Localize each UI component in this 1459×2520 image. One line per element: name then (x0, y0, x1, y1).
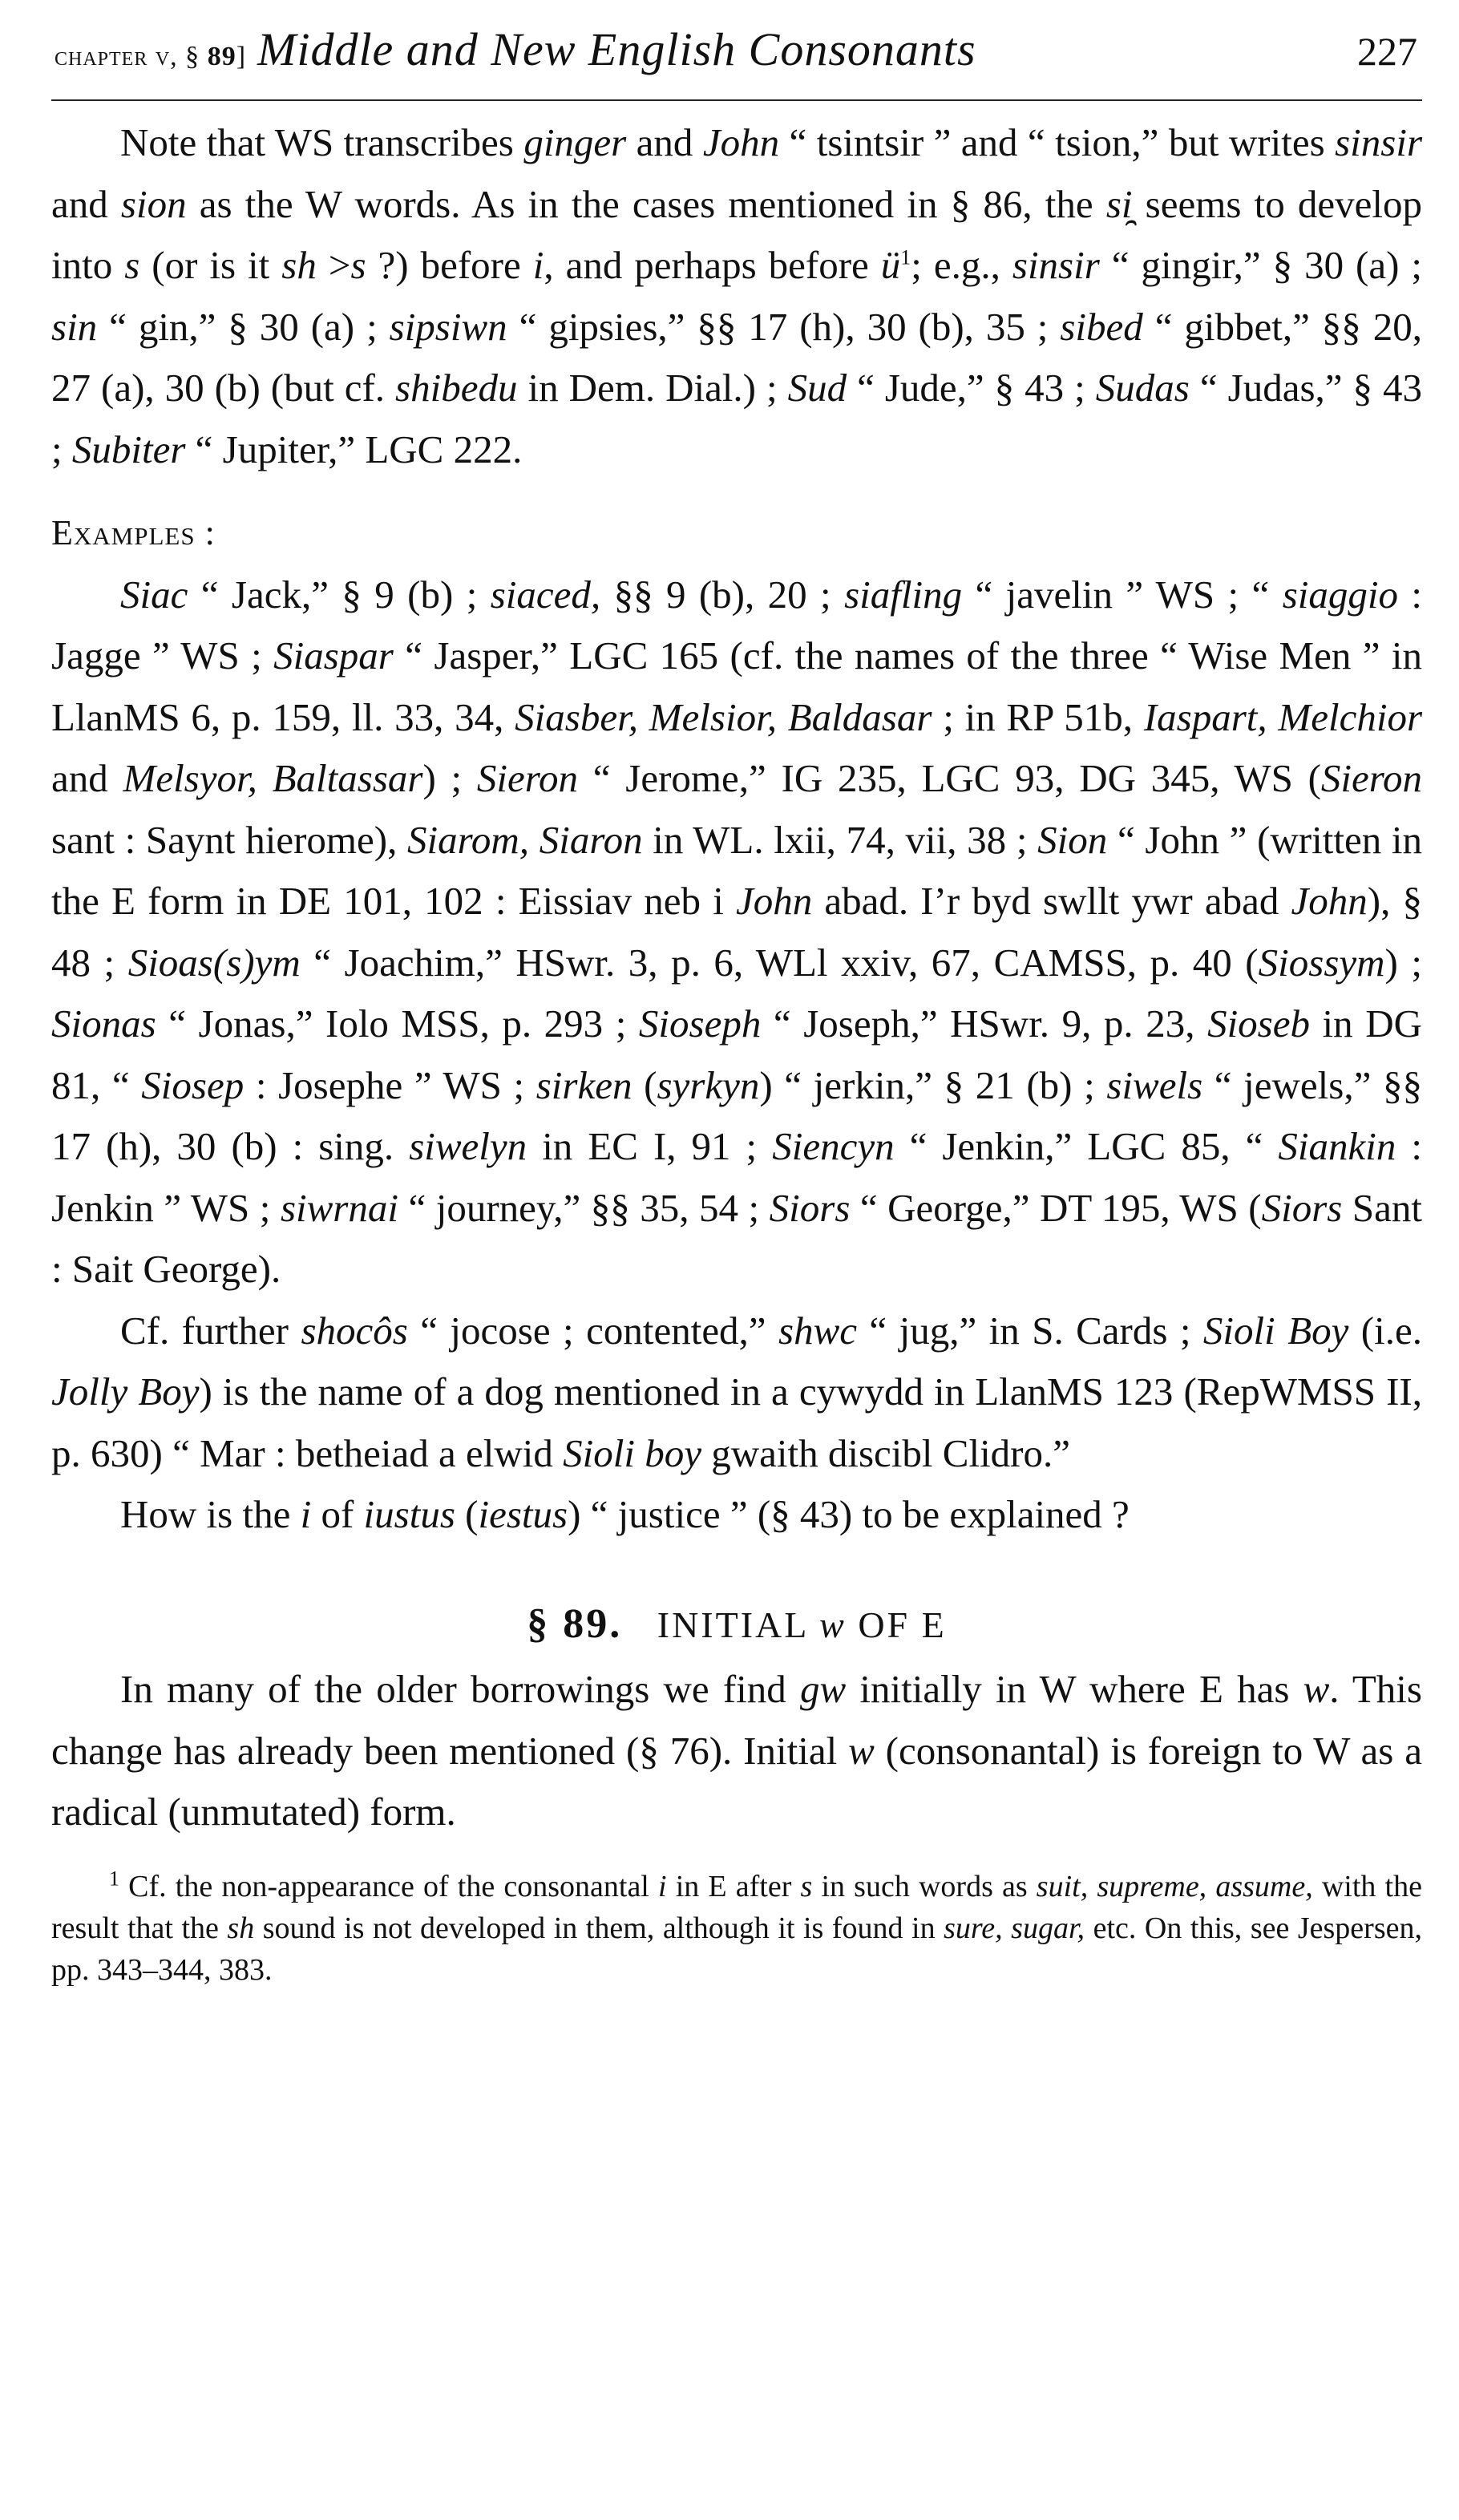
paragraph-question: How is the i of iustus (iestus) “ justice ” (§ 43) to be explained ? (120, 1492, 1130, 1536)
examples-heading: Examples : (51, 513, 216, 552)
page-number: 227 (1357, 29, 1417, 74)
footnote-mark: 1 (109, 1866, 119, 1890)
header-bracket: ] (236, 42, 247, 71)
section-number: § 89. (527, 1600, 623, 1647)
section-heading: § 89. INITIAL w OF E (527, 1600, 947, 1647)
running-header (51, 22, 1422, 82)
paragraph-initial-w: In many of the older borrowings we find gw initially in W where E has w. This change has already been mentioned (§ 76). Initial w (consonantal) is foreign to W as a radical (unmutated) form. (51, 1667, 1423, 1834)
main-text (51, 112, 1422, 1843)
chapter-ref (55, 42, 246, 72)
book-page (51, 22, 1422, 1991)
header-section-number: 89 (207, 42, 236, 71)
chapter-label: chapter v, § (55, 42, 200, 71)
running-title: Middle and New English Consonants (257, 23, 976, 75)
header-rule (51, 99, 1422, 101)
footnote: $^1$ Cf. the non-appearance of the consonantal i in E after s in such words as suit, supreme, assume, with the result that the sh sound is not developed in them, although it is found in sure, sugar, etc. On this, see Jespersen, pp. 343–344, 383. (51, 1866, 1422, 1987)
footnote-reference: 1 (900, 245, 911, 269)
paragraph-examples: Siac “ Jack,” § 9 (b) ; siaced, §§ 9 (b), 20 ; siafling “ javelin ” WS ; “ siaggio : Jagge ” WS ; Siaspar “ Jasper,” LGC 165 (cf. the names of the three “ Wise Men ” in LlanMS 6, p. 159, ll. 33, 34, Siasber, Melsior, Baldasar ; in RP 51b, Iaspart, Melchior and Melsyor, Baltassar) ; Sieron “ Jerome,” IG 235, LGC 93, DG 345, WS (Sieron sant : Saynt hierome), Siarom, Siaron in WL. lxii, 74, vii, 38 ; Sion “ John ” (written in the E form in DE 101, 102 : Eissiav neb i John abad. I’r byd swllt ywr abad John), § 48 ; Sioas(s)ym “ Joachim,” HSwr. 3, p. 6, WLl xxiv, 67, CAMSS, p. 40 (Siossym) ; Sionas “ Jonas,” Iolo MSS, p. 293 ; Sioseph “ Joseph,” HSwr. 9, p. 23, Sioseb in DG 81, “ Siosep : Josephe ” WS ; sirken (syrkyn) “ jerkin,” § 21 (b) ; siwels “ jewels,” §§ 17 (h), 30 (b) : sing. siwelyn in EC I, 91 ; Siencyn “ Jenkin,” LGC 85, “ Siankin : Jenkin ” WS ; siwrnai “ journey,” §§ 35, 54 ; Siors “ George,” DT 195, WS (Siors Sant : Sait George). (51, 572, 1423, 1291)
paragraph-further: Cf. further shocôs “ jocose ; contented,” shwc “ jug,” in S. Cards ; Sioli Boy (i.e. Jolly Boy) is the name of a dog mentioned in a cywydd in LlanMS 123 (RepWMSS II, p. 630) “ Mar : betheiad a elwid Sioli boy gwaith discibl Clidro.” (51, 1308, 1422, 1475)
paragraph-note: Note that WS transcribes ginger and John “ tsintsir ” and “ tsion,” but writes sinsir and sion as the W words. As in the cases mentioned in § 86, the si̯ seems to develop into s (or is it sh >s ?) before i, and perhaps before ü$^1$; e.g., sinsir “ gingir,” § 30 (a) ; sin “ gin,” § 30 (a) ; sipsiwn “ gipsies,” §§ 17 (h), 30 (b), 35 ; sibed “ gibbet,” §§ 20, 27 (a), 30 (b) (but cf. shibedu in Dem. Dial.) ; Sud “ Jude,” § 43 ; Sudas “ Judas,” § 43 ; Subiter “ Jupiter,” LGC 222. (51, 120, 1423, 471)
